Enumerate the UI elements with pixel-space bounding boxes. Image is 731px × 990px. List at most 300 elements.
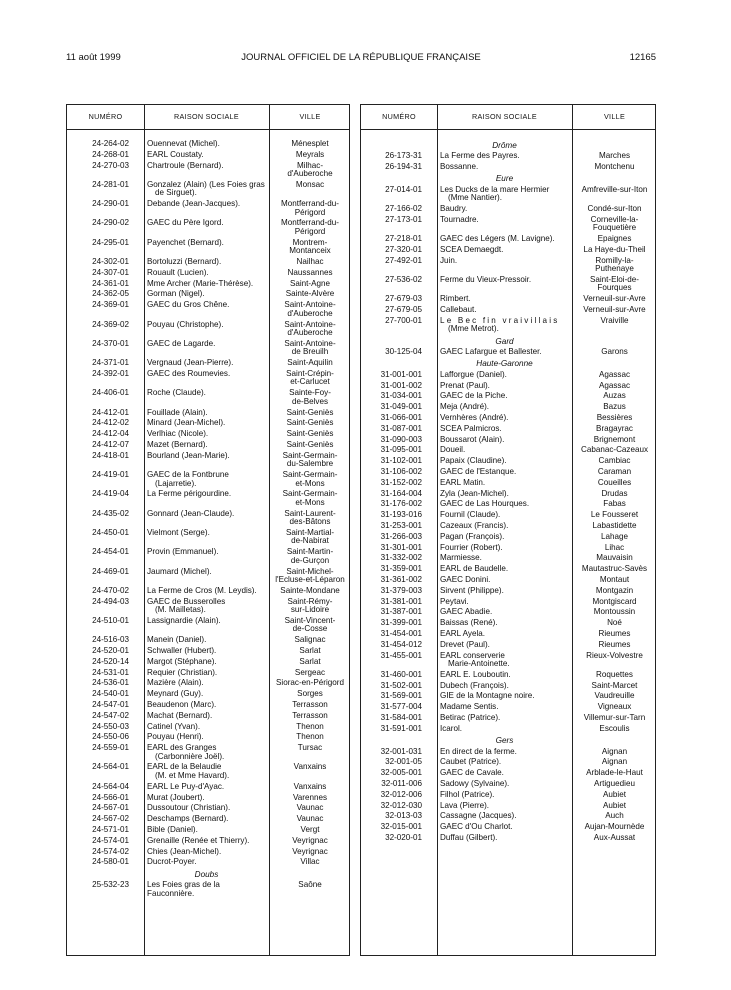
ville-cell: Verneuil-sur-Avre [583, 294, 646, 304]
numero-cell: 24-550-06 [92, 732, 129, 742]
raison-sociale-cell: Bible (Daniel). [147, 824, 198, 834]
raison-sociale-cell: Baissas (René). [440, 618, 498, 628]
table-row [361, 533, 655, 544]
raison-sociale-cell: Gonnard (Jean-Claude). [147, 508, 235, 518]
raison-sociale-cell: EARL Matin. [440, 477, 486, 487]
table-row [67, 151, 349, 162]
ville-cell: Brignemont [593, 434, 636, 444]
raison-sociale-cell: (M. et Mme Havard). [155, 770, 230, 780]
table-row [67, 658, 349, 669]
numero-cell: 31-164-004 [380, 488, 422, 498]
raison-sociale-cell: GAEC de Lagarde. [147, 338, 216, 348]
table-row [361, 276, 655, 295]
numero-cell: 27-173-01 [385, 214, 422, 224]
numero-cell: 31-399-001 [380, 618, 422, 628]
raison-sociale-cell: Manein (Daniel). [147, 635, 207, 645]
ville-cell: Montoussin [593, 607, 636, 617]
raison-sociale-cell: GAEC Donini. [440, 575, 491, 584]
ville-cell: Caraman [597, 467, 632, 477]
numero-cell: 27-679-05 [385, 304, 422, 314]
ville-cell: Saint-Laurent- [284, 508, 336, 518]
ville-cell: et-Carlucet [290, 377, 330, 387]
ville-cell: Romilly-la- [595, 255, 634, 265]
numero-cell: 32-020-01 [385, 833, 422, 843]
numero-cell: 32-012-030 [380, 800, 422, 810]
numero-cell: 24-564-04 [92, 781, 129, 791]
numero-cell: 31-102-001 [380, 456, 422, 466]
raison-sociale-cell: EARL Coustaty. [147, 149, 204, 159]
ville-cell: La Haye-du-Theil [583, 244, 646, 254]
left-rows [67, 139, 349, 898]
ville-cell: Saône [298, 880, 322, 890]
raison-sociale-cell: Duffau (Gilbert). [440, 833, 498, 843]
numero-cell: 24-510-01 [92, 615, 129, 625]
raison-sociale-cell: GAEC de la Fontbrune [147, 470, 229, 480]
raison-sociale-cell: En direct de la ferme. [440, 746, 517, 756]
raison-sociale-cell: Verlhiac (Nicole). [147, 429, 209, 439]
numero-cell: 24-450-01 [92, 527, 129, 537]
raison-sociale-cell: Mme Archer (Marie-Thérèse). [147, 278, 254, 288]
left-table [66, 104, 350, 956]
numero-cell: 24-290-01 [92, 199, 129, 209]
ville-cell: Tursac [297, 743, 323, 753]
ville-cell: Bessières [596, 413, 633, 423]
col-header-raison-sociale: RAISON SOCIALE [174, 112, 239, 121]
ville-cell: Terrasson [292, 699, 328, 709]
raison-sociale-cell: Margot (Stéphane). [147, 656, 217, 666]
ville-cell: Montferrand-du- [280, 199, 340, 209]
numero-cell: 24-264-02 [92, 139, 129, 148]
raison-sociale-cell: La Ferme de Cros (M. Leydis). [147, 585, 257, 595]
numero-cell: 32-011-006 [381, 779, 422, 789]
ville-cell: et-Mons [295, 478, 325, 488]
raison-sociale-cell: Baudry. [440, 203, 468, 213]
raison-sociale-cell: Tournadre. [440, 214, 479, 224]
raison-sociale-cell: Zyla (Jean-Michel). [440, 488, 509, 498]
raison-sociale-cell: Dussoutour (Christian). [147, 803, 231, 813]
raison-sociale-cell: (Lajarretie). [155, 478, 197, 488]
ville-cell: Lihac [604, 542, 625, 552]
raison-sociale-cell: Icarol. [440, 723, 463, 733]
numero-cell: 24-550-03 [92, 721, 129, 731]
ville-cell: Villac [300, 857, 320, 867]
ville-cell: Agassac [598, 369, 631, 379]
table-row [67, 858, 349, 869]
ville-cell: Aubiet [603, 800, 626, 810]
raison-sociale-cell: Papaix (Claudine). [440, 456, 507, 466]
ville-cell: Mautastruc-Savès [581, 564, 648, 574]
raison-sociale-cell: Meynard (Guy). [147, 689, 204, 699]
numero-cell: 32-012-006 [380, 789, 422, 799]
ville-cell: d'Auberoche [287, 308, 333, 318]
ville-cell: de Breuilh [291, 347, 329, 357]
ville-cell: Vanxains [293, 762, 327, 772]
numero-cell: 27-320-01 [385, 244, 422, 254]
raison-sociale-cell: GAEC d'Ou Charlot. [440, 822, 513, 832]
numero-cell: 24-494-03 [92, 596, 129, 606]
raison-sociale-cell: Callebaut. [440, 304, 477, 314]
ville-cell: Mauvaisin [596, 553, 633, 563]
numero-cell: 31-577-004 [380, 702, 422, 712]
raison-sociale-cell: Fouillade (Alain). [147, 407, 208, 417]
ville-cell: Vigneaux [597, 702, 632, 712]
table-row [67, 340, 349, 359]
ville-cell: sur-Lidoire [290, 605, 330, 615]
numero-cell: 24-412-04 [92, 429, 129, 439]
table-row [361, 479, 655, 490]
numero-cell: 31-387-001 [380, 607, 422, 617]
ville-cell: Saint-Germain- [282, 450, 338, 460]
numero-cell: 24-520-14 [92, 656, 129, 666]
ville-cell: Fourques [597, 283, 632, 293]
raison-sociale-cell: Rouault (Lucien). [147, 267, 209, 277]
numero-cell: 31-049-001 [380, 402, 422, 412]
numero-cell: 24-547-02 [92, 710, 129, 720]
raison-sociale-cell: GAEC de l'Estanque. [440, 467, 517, 477]
ville-cell: Saint-Geniès [286, 418, 334, 428]
numero-cell: 24-371-01 [92, 358, 129, 368]
table-row [67, 321, 349, 340]
ville-cell: Saint-Antoine- [284, 319, 336, 329]
table-row [361, 652, 655, 671]
numero-cell: 31-332-002 [380, 553, 422, 563]
numero-cell: 31-460-001 [380, 669, 422, 679]
table-row [67, 617, 349, 636]
raison-sociale-cell: Caubet (Patrice). [440, 757, 502, 767]
table-row [67, 389, 349, 408]
numero-cell: 24-547-01 [92, 699, 129, 709]
numero-cell: 24-369-02 [92, 319, 129, 329]
ville-cell: Vraiville [600, 315, 629, 325]
raison-sociale-cell: Gonzalez (Alain) (Les Foies gras [147, 179, 265, 189]
numero-cell: 24-419-04 [92, 489, 129, 499]
ville-cell: Saint-Vincent- [284, 615, 336, 625]
ville-cell: Thenon [296, 732, 324, 742]
ville-cell: Saint-Geniès [286, 429, 334, 439]
raison-sociale-cell: Rimbert. [440, 294, 471, 304]
numero-cell: 31-591-001 [380, 723, 422, 733]
ville-cell: Naussannes [287, 267, 333, 277]
ville-cell: Montgiscard [592, 596, 637, 606]
raison-sociale-cell: Roche (Claude). [147, 388, 206, 398]
numero-cell: 31-266-003 [380, 531, 422, 541]
table-row [361, 186, 655, 205]
numero-cell: 30-125-04 [385, 347, 422, 357]
ville-cell: Saint-Marcet [591, 680, 638, 690]
numero-cell: 32-001-031 [380, 746, 422, 756]
ville-cell: Saint-Crépin- [286, 368, 334, 378]
ville-cell: Siorac-en-Périgord [276, 678, 344, 688]
raison-sociale-cell: Lafforgue (Daniel). [440, 369, 507, 379]
ville-cell: Sarlat [299, 646, 321, 655]
numero-cell: 31-106-002 [380, 467, 422, 477]
table-row [67, 239, 349, 258]
raison-sociale-cell: EARL E. Louboutin. [440, 669, 511, 679]
table-row [67, 763, 349, 782]
section-heading [361, 174, 655, 186]
ville-cell: Bazus [603, 402, 626, 412]
col-header-ville: VILLE [603, 112, 626, 121]
numero-cell: 24-567-02 [92, 814, 129, 824]
ville-cell: Sainte-Foy- [289, 388, 331, 398]
raison-sociale-cell: GAEC Lafargue et Ballester. [440, 347, 542, 357]
raison-sociale-cell: Bourland (Jean-Marie). [147, 450, 230, 460]
ville-cell: Veyrignac [292, 846, 328, 856]
numero-cell: 27-679-03 [385, 294, 422, 304]
section-heading [361, 736, 655, 748]
numero-cell: 24-571-01 [92, 824, 129, 834]
col-header-ville: VILLE [299, 112, 321, 121]
raison-sociale-cell: EARL conserverie [440, 650, 505, 660]
ville-cell: Veyrignac [292, 835, 328, 845]
table-row [67, 587, 349, 598]
table-row [67, 568, 349, 587]
ville-cell: Saint-Germain- [282, 470, 338, 480]
ville-cell: Aignan [601, 746, 628, 756]
numero-cell: 31-152-002 [380, 477, 422, 487]
department-name: Gers [495, 736, 514, 746]
raison-sociale-cell: GAEC de Busserolles [147, 596, 226, 606]
raison-sociale-cell: Ferme du Vieux-Pressoir. [440, 274, 532, 284]
ville-cell: l'Ecluse-et-Léparon [275, 575, 345, 585]
raison-sociale-cell: Dubech (François). [440, 680, 509, 690]
ville-cell: Roquettes [596, 669, 633, 679]
ville-cell: Escoulis [599, 723, 630, 733]
ville-cell: Montrem- [292, 237, 328, 247]
table-row [67, 301, 349, 320]
col-header-numero: NUMÉRO [88, 112, 123, 121]
raison-sociale-cell: Pagan (François). [440, 531, 505, 541]
ville-cell: et-Mons [295, 497, 325, 507]
numero-cell: 24-370-01 [92, 338, 129, 348]
numero-cell: 31-454-001 [380, 628, 422, 638]
raison-sociale-cell: Mazet (Bernard). [147, 439, 208, 449]
ville-cell: Verneuil-sur-Avre [583, 304, 646, 314]
table-row [67, 471, 349, 490]
numero-cell: 31-361-002 [380, 575, 422, 584]
numero-cell: 25-532-23 [92, 880, 129, 890]
raison-sociale-cell: Les Ducks de la mare Hermier [440, 184, 550, 194]
numero-cell: 31-090-003 [380, 434, 422, 444]
raison-sociale-cell: Ouennevat (Michel). [147, 139, 220, 148]
raison-sociale-cell: Pouyau (Henri). [147, 732, 204, 742]
numero-cell: 24-419-01 [92, 470, 129, 480]
ville-cell: Meyrals [295, 149, 325, 159]
raison-sociale-cell: Lava (Pierre). [440, 800, 490, 810]
numero-cell: 24-564-01 [92, 762, 129, 772]
raison-sociale-cell: SCEA Demaegdt. [440, 244, 504, 254]
raison-sociale-cell: GIE de la Montagne noire. [440, 691, 535, 701]
ville-cell: Rieumes [598, 628, 631, 638]
raison-sociale-cell: Catinel (Yvan). [147, 721, 201, 731]
table-row [67, 529, 349, 548]
raison-sociale-cell: Marmiesse. [440, 553, 482, 563]
raison-sociale-cell: Le Bec fin vraivillais [440, 315, 560, 325]
numero-cell: 27-492-01 [385, 255, 422, 265]
ville-cell: Saint-Geniès [286, 407, 334, 417]
numero-cell: 24-406-01 [92, 388, 129, 398]
page-header [66, 52, 656, 66]
numero-cell: 24-295-01 [92, 237, 129, 247]
raison-sociale-cell: GAEC de Cavale. [440, 768, 504, 778]
right-rows [361, 140, 655, 845]
ville-cell: Le Fousseret [590, 510, 639, 520]
department-name: Drôme [492, 140, 517, 150]
numero-cell: 31-001-002 [380, 380, 422, 390]
ville-cell: Vaunac [296, 803, 324, 813]
raison-sociale-cell: Beaudenon (Marc). [147, 699, 217, 709]
numero-cell: 27-700-01 [385, 315, 422, 325]
numero-cell: 27-218-01 [385, 233, 422, 243]
numero-cell: 31-502-001 [380, 680, 422, 690]
ville-cell: Corneville-la- [590, 214, 639, 224]
ville-cell: Epaignes [597, 233, 632, 243]
ville-cell: Saint-Antoine- [284, 300, 336, 310]
raison-sociale-cell: GAEC du Gros Chêne. [147, 300, 230, 310]
raison-sociale-cell: Chartroule (Bernard). [147, 160, 224, 170]
ville-cell: Nailhac [296, 257, 324, 267]
ville-cell: d'Auberoche [287, 328, 333, 338]
raison-sociale-cell: Bortoluzzi (Bernard). [147, 257, 222, 267]
raison-sociale-cell: Requier (Christian). [147, 667, 218, 677]
numero-cell: 31-454-012 [380, 639, 422, 649]
raison-sociale-cell: Filhol (Patrice). [440, 789, 495, 799]
numero-cell: 27-536-02 [385, 274, 422, 284]
numero-cell: 31-193-016 [380, 510, 422, 520]
numero-cell: 27-166-02 [385, 203, 422, 213]
numero-cell: 24-559-01 [92, 743, 129, 753]
ville-cell: Cambiac [598, 456, 631, 466]
numero-cell: 31-569-001 [380, 691, 422, 701]
table-row [67, 181, 349, 200]
raison-sociale-cell: (Carbonnière Joël). [155, 751, 225, 761]
raison-sociale-cell: Prenat (Paul). [440, 380, 490, 390]
numero-cell: 31-301-001 [380, 542, 422, 552]
numero-cell: 31-034-001 [380, 391, 422, 401]
raison-sociale-cell: GAEC du Père Igord. [147, 218, 224, 228]
raison-sociale-cell: Chies (Jean-Michel). [147, 846, 222, 856]
numero-cell: 31-381-001 [380, 596, 422, 606]
raison-sociale-cell: Deschamps (Bernard). [147, 814, 229, 824]
numero-cell: 31-001-001 [380, 369, 422, 379]
raison-sociale-cell: Sirvent (Philippe). [440, 585, 504, 595]
ville-cell: Saint-Antoine- [284, 338, 336, 348]
numero-cell: 26-173-31 [385, 151, 422, 160]
raison-sociale-cell: Jaumard (Michel). [147, 566, 212, 576]
raison-sociale-cell: Ducrot-Poyer. [147, 857, 197, 867]
ville-cell: Sorges [297, 689, 323, 699]
raison-sociale-cell: Sadowy (Sylvaine). [440, 779, 510, 789]
raison-sociale-cell: EARL Ayela. [440, 628, 485, 638]
table-row [67, 200, 349, 219]
numero-cell: 24-268-01 [92, 149, 129, 159]
numero-cell: 24-270-03 [92, 160, 129, 170]
ville-cell: du-Salembre [286, 459, 334, 469]
ville-cell: Artiguedieu [594, 779, 635, 789]
ville-cell: Drudas [601, 488, 628, 498]
table-row [67, 162, 349, 181]
numero-cell: 24-567-01 [92, 803, 129, 813]
raison-sociale-cell: (Mme Nantier). [448, 193, 502, 203]
ville-cell: Vanxains [293, 781, 327, 791]
table-row [67, 744, 349, 763]
numero-cell: 26-194-31 [385, 161, 422, 171]
col-header-raison-sociale: RAISON SOCIALE [472, 112, 537, 121]
numero-cell: 24-580-01 [92, 857, 129, 867]
ville-cell: Fabas [603, 499, 626, 509]
ville-cell: Villemur-sur-Tarn [583, 713, 646, 723]
numero-cell: 24-362-05 [92, 289, 129, 299]
raison-sociale-cell: Vernhères (André). [440, 413, 509, 423]
ville-cell: Auch [605, 811, 624, 821]
right-table [360, 104, 656, 956]
ville-cell: Vergt [300, 824, 320, 834]
ville-cell: Montaut [599, 575, 630, 584]
header-rule [67, 129, 349, 130]
numero-cell: 24-574-02 [92, 846, 129, 856]
ville-cell: Montanceix [289, 246, 331, 256]
ville-cell: Arblade-le-Haut [586, 768, 643, 778]
table-row [67, 837, 349, 848]
ville-cell: de-Belves [292, 396, 328, 406]
ville-cell: Salignac [294, 635, 326, 645]
numero-cell: 32-015-001 [380, 822, 422, 832]
raison-sociale-cell: Schwaller (Hubert). [147, 646, 217, 655]
numero-cell: 24-435-02 [92, 508, 129, 518]
raison-sociale-cell: GAEC des Légers (M. Lavigne). [440, 233, 555, 243]
ville-cell: Rieux-Volvestre [586, 650, 643, 660]
table-row [67, 219, 349, 238]
numero-cell: 27-014-01 [385, 184, 422, 194]
ville-cell: Saint-Eloi-de- [589, 274, 640, 284]
ville-cell: Aignan [601, 757, 628, 767]
ville-cell: Périgord [294, 207, 326, 217]
table-row [67, 712, 349, 723]
ville-cell: Terrasson [292, 710, 328, 720]
ville-cell: Puthenaye [595, 264, 634, 274]
numero-cell: 24-574-01 [92, 835, 129, 845]
numero-cell: 31-584-001 [380, 713, 422, 723]
header-rule [361, 129, 655, 130]
numero-cell: 24-302-01 [92, 257, 129, 267]
numero-cell: 24-470-02 [92, 585, 129, 595]
numero-cell: 31-087-001 [380, 423, 422, 433]
numero-cell: 31-176-002 [380, 499, 422, 509]
numero-cell: 24-531-01 [92, 667, 129, 677]
table-row [361, 641, 655, 652]
raison-sociale-cell: Bossanne. [440, 161, 479, 171]
raison-sociale-cell: GAEC de la Piche. [440, 391, 508, 401]
numero-cell: 24-454-01 [92, 547, 129, 557]
numero-cell: 24-412-01 [92, 407, 129, 417]
ville-cell: Varennes [292, 792, 328, 802]
ville-cell: Agassac [598, 380, 631, 390]
numero-cell: 31-095-001 [380, 445, 422, 455]
numero-cell: 24-412-07 [92, 439, 129, 449]
ville-cell: Montgazin [595, 585, 634, 595]
ville-cell: Sergeac [294, 667, 326, 677]
ville-cell: Ménesplet [291, 139, 329, 148]
raison-sociale-cell: GAEC de Las Hourques. [440, 499, 530, 509]
table-row [361, 257, 655, 276]
raison-sociale-cell: Payenchet (Bernard). [147, 237, 224, 247]
numero-cell: 31-066-001 [380, 413, 422, 423]
raison-sociale-cell: EARL de Baudelle. [440, 564, 509, 574]
ville-cell: Bragayrac [596, 423, 633, 433]
ville-cell: Saint-Rémy- [287, 596, 333, 606]
raison-sociale-cell: La Ferme des Payres. [440, 151, 520, 160]
numero-cell: 24-392-01 [92, 368, 129, 378]
